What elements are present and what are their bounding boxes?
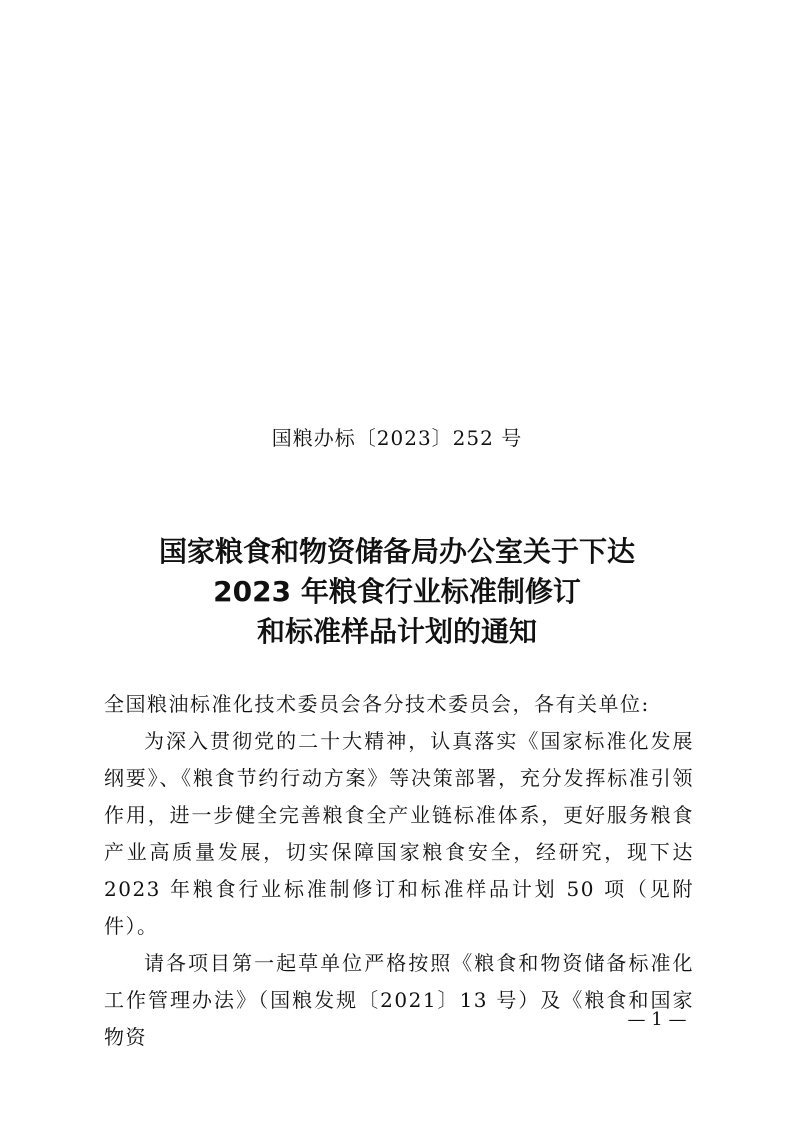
document-title [0,532,794,652]
body-paragraph: 请各项目第一起草单位严格按照《粮食和物资储备标准化工作管理办法》（国粮发规〔2021〕13 号）及《粮食和国家物资 [104,951,694,1049]
body-paragraph: 为深入贯彻党的二十大精神，认真落实《国家标准化发展纲要》、《粮食节约行动方案》等决策部署，充分发挥标准引领作用，进一步健全完善粮食全产业链标准体系，更好服务粮食产业高质量发展，切实保障国家粮食安全，经研究，现下达 2023 年粮食行业标准制修订和标准样品计划 50 项（见附件）。 [104,729,694,938]
page-number: — 1 — [627,1009,687,1030]
salutation: 全国粮油标准化技术委员会各分技术委员会，各有关单位: [104,692,650,716]
title-line: 和标准样品计划的通知 [256,615,537,648]
document-body [104,686,694,1056]
document-number: 国粮办标〔2023〕252 号 [271,426,523,450]
title-line: 2023 年粮食行业标准制修订 [213,575,581,608]
title-line: 国家粮食和物资储备局办公室关于下达 [158,535,635,568]
